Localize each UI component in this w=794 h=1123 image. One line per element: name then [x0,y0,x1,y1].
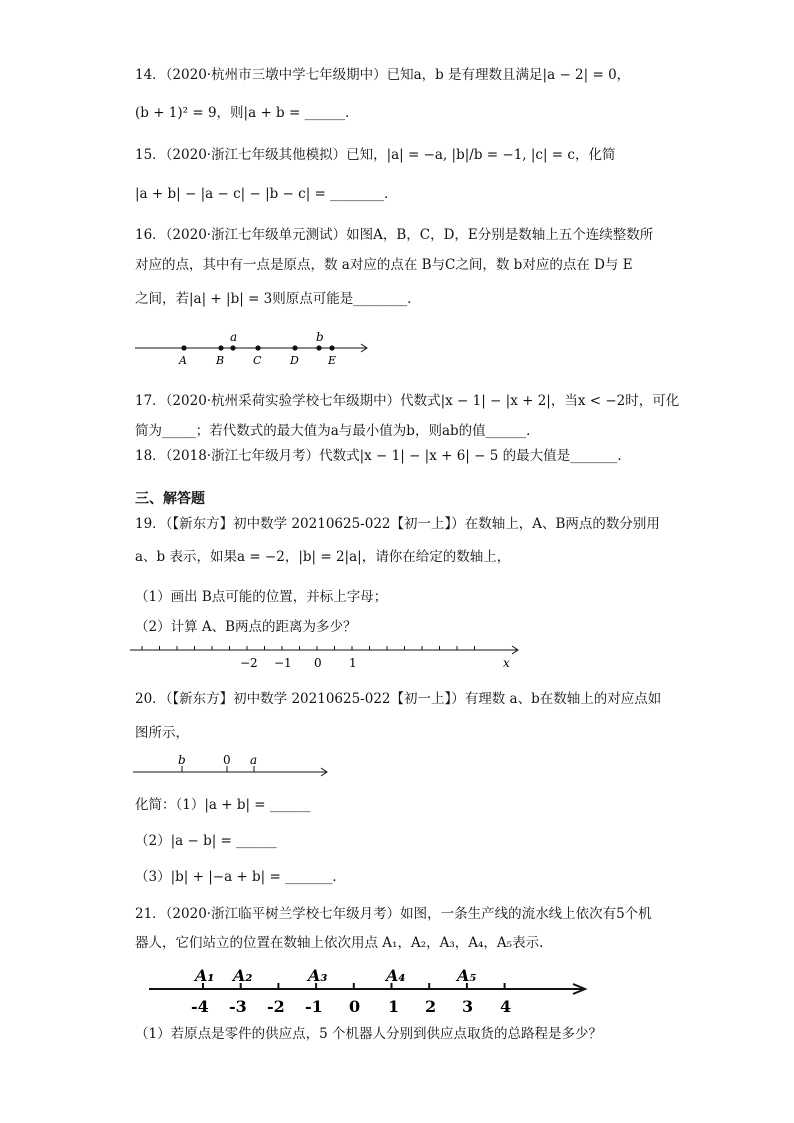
q21-robot-A5: A₅ [457,966,477,985]
q21-line2: 器人，它们站立的位置在数轴上依次用点 A₁，A₂，A₃，A₄，A₅表示． [135,935,553,951]
q21-num-m4: -4 [191,997,209,1016]
q19-label-0: 0 [314,656,322,670]
q19-number-line [130,640,530,672]
q16-dot-B [218,345,223,350]
q20-sub3: （3）|b| + |−a + b| = _______． [135,869,346,885]
q20-label-0: 0 [223,753,231,767]
q21-robot-A3: A₃ [308,966,328,985]
q16-dot-C [255,345,260,350]
q21-num-m1: -1 [305,997,323,1016]
q16-line2: 对应的点，其中有一点是原点，数 a对应的点在 B与C之间，数 b对应的点在 D与 E [135,257,633,273]
q20-label-b: b [178,753,186,767]
q21-num-0: 0 [349,997,361,1016]
q16-dot-E [329,345,334,350]
q21-num-4: 4 [500,997,512,1016]
q21-num-1: 1 [388,997,400,1016]
q21-number-line [145,960,595,1020]
q16-number-line [135,326,375,370]
q21-sub1: （1）若原点是零件的供应点，5 个机器人分别到供应点取货的总路程是多少？ [135,1026,602,1042]
q19-sub1: （1）画出 B点可能的位置，并标上字母； [135,589,388,605]
q21-line1: 21．（2020·浙江临平树兰学校七年级月考）如图，一条生产线的流水线上依次有5个机 [135,906,652,922]
q16-label-B: B [216,354,225,367]
q18-line1: 18．（2018·浙江七年级月考）代数式|x − 1| − |x + 6| − 5 的最大值是_______． [135,448,631,464]
q19-ticks [142,646,475,650]
q20-sub2: （2）|a − b| = ______ [135,833,277,849]
q16-label-b: b [316,330,324,344]
q16-label-A: A [179,354,187,367]
q21-num-3: 3 [462,997,474,1016]
section-title: 三、解答题 [135,491,205,507]
q20-line2: 图所示， [135,725,189,741]
q16-label-D: D [290,354,299,367]
q16-dot-b [316,345,321,350]
q19-axis-var: x [503,656,510,670]
q21-num-m3: -3 [229,997,247,1016]
q17-line2: 简为_____；若代数式的最大值为a与最小值为b，则ab的值______． [135,423,540,439]
q21-num-m2: -2 [267,997,285,1016]
q21-num-2: 2 [425,997,437,1016]
q20-number-line [133,752,333,782]
q19-line2: a、b 表示，如果a = −2，|b| = 2|a|，请你在给定的数轴上， [135,549,511,565]
q20-line1: 20．（【新东方】初中数学 20210625-022【初一上】）有理数 a、b在数轴上的对应点如 [135,691,662,707]
q16-dot-a [230,345,235,350]
q19-label-1: 1 [349,656,357,670]
q16-label-E: E [328,354,337,367]
q20-simplify: 化简：（1）|a + b| = ______ [135,797,311,813]
q14-line2: (b + 1)² = 9，则|a + b = ______． [135,105,359,121]
q20-label-a: a [250,753,258,767]
q14-line1: 14．（2020·杭州市三墩中学七年级期中）已知a，b 是有理数且满足|a − 2| = 0， [135,67,631,83]
q16-label-a: a [230,330,238,344]
q21-robot-A4: A₄ [386,966,406,985]
q16-line1: 16．（2020·浙江七年级单元测试）如图A，B，C，D，E分别是数轴上五个连续整数所 [135,227,654,243]
q17-line1: 17．（2020·杭州采荷实验学校七年级期中）代数式|x − 1| − |x + 2|，当x < −2时，可化 [135,393,680,409]
q19-label-m2: −2 [240,656,258,670]
q16-dot-D [292,345,297,350]
q16-label-C: C [253,354,262,367]
q19-sub2: （2）计算 A、B两点的距离为多少？ [135,619,357,635]
q19-label-m1: −1 [274,656,292,670]
q15-line1: 15．（2020·浙江七年级其他模拟）已知，|a| = −a, |b|/b = −1, |c| = c，化简 [135,147,616,163]
q19-line1: 19．（【新东方】初中数学 20210625-022【初一上】）在数轴上，A、B两点的数分别用 [135,516,660,532]
q15-line2: |a + b| − |a − c| − |b − c| = ________． [135,186,398,202]
q21-robot-A1: A₁ [195,966,215,985]
q21-robot-A2: A₂ [233,966,253,985]
q16-dot-A [181,345,186,350]
q16-line3: 之间，若|a| + |b| = 3则原点可能是________． [135,291,421,307]
